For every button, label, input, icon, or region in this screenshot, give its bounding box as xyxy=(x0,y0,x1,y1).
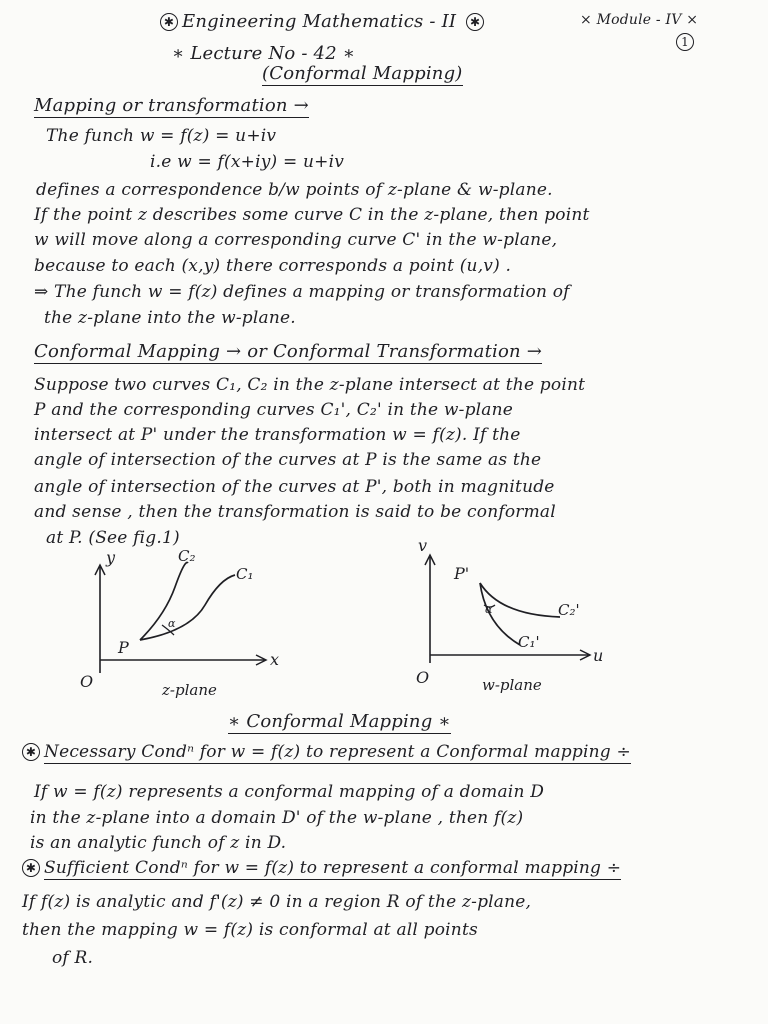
text-line: because to each (x,y) there corresponds a point (u,v) . xyxy=(34,256,512,276)
text-line: If w = f(z) represents a conformal mapping of a domain D xyxy=(34,782,545,802)
text-line: the z-plane into the w-plane. xyxy=(44,308,296,328)
origin-label: O xyxy=(416,668,430,687)
curve-c2-prime-label: C₂' xyxy=(558,601,580,619)
text-line: and sense , then the transformation is said to be conformal xyxy=(34,502,556,522)
text-line: w will move along a corresponding curve C' in the w-plane, xyxy=(34,230,558,250)
text-line: If the point z describes some curve C in the z-plane, then point xyxy=(34,205,590,225)
text-line: of R. xyxy=(52,948,94,968)
sufficient-condition-heading: ✱ Sufficient Condⁿ for w = f(z) to represent a conformal mapping ÷ xyxy=(22,858,621,878)
curve-c2-label: C₂ xyxy=(178,547,196,565)
u-axis-label: u xyxy=(593,646,604,665)
star-circle-icon: ✱ xyxy=(22,859,40,877)
star-circle-icon: ✱ xyxy=(22,743,40,761)
curve-c1-label: C₁ xyxy=(236,565,254,583)
angle-label: α xyxy=(168,617,176,630)
text-line: P and the corresponding curves C₁', C₂' in the w-plane xyxy=(34,400,514,420)
text-line: The funch w = f(z) = u+iv xyxy=(46,126,277,146)
text-line: angle of intersection of the curves at P is the same as the xyxy=(34,450,542,470)
text-line: angle of intersection of the curves at P', both in magnitude xyxy=(34,477,555,497)
figure-w-plane xyxy=(400,535,630,695)
text-line: in the z-plane into a domain D' of the w-plane , then f(z) xyxy=(30,808,524,828)
text-line: i.e w = f(x+iy) = u+iv xyxy=(150,152,345,172)
caption-z-plane: z-plane xyxy=(162,681,217,699)
necessary-condition-heading: ✱ Necessary Condⁿ for w = f(z) to represent a Conformal mapping ÷ xyxy=(22,742,752,762)
v-axis-label: v xyxy=(418,536,428,555)
y-axis-label: y xyxy=(106,548,116,567)
angle-label: α xyxy=(485,603,493,616)
text-line: intersect at P' under the transformation w = f(z). If the xyxy=(34,425,521,445)
point-label: P' xyxy=(454,564,470,583)
lecture-number: ∗ Lecture No - 42 ∗ xyxy=(172,43,356,64)
section-heading-conformal: Conformal Mapping → or Conformal Transformation → xyxy=(34,341,543,362)
topic-title: (Conformal Mapping) xyxy=(262,63,463,84)
text-line: Suppose two curves C₁, C₂ in the z-plane intersect at the point xyxy=(34,375,586,395)
text-line: then the mapping w = f(z) is conformal at all points xyxy=(22,920,478,940)
x-axis-label: x xyxy=(270,650,280,669)
text-line: defines a correspondence b/w points of z-plane & w-plane. xyxy=(36,180,553,200)
text-line: ⇒ The funch w = f(z) defines a mapping or transformation of xyxy=(34,282,570,302)
section-heading-conformal-mapping: ∗ Conformal Mapping ∗ xyxy=(228,711,451,732)
text-line: is an analytic funch of z in D. xyxy=(30,833,287,853)
page-number: 1 xyxy=(676,32,698,52)
curve-c2 xyxy=(140,563,188,641)
curve-c1-prime-label: C₁' xyxy=(518,633,540,651)
star-circle-icon: ✱ xyxy=(466,13,484,31)
text-line: If f(z) is analytic and f'(z) ≠ 0 in a region R of the z-plane, xyxy=(22,892,532,912)
caption-w-plane: w-plane xyxy=(482,676,542,694)
point-label: P xyxy=(118,638,129,657)
module-label: × Module - IV × xyxy=(580,12,699,28)
figure-z-plane xyxy=(70,545,300,705)
star-circle-icon: ✱ xyxy=(160,13,178,31)
text-line: at P. (See fig.1) xyxy=(46,528,180,548)
section-heading-mapping: Mapping or transformation → xyxy=(34,95,309,116)
course-title-text: Engineering Mathematics - II xyxy=(182,11,457,32)
origin-label: O xyxy=(80,672,94,691)
course-title xyxy=(160,12,488,32)
curve-c1 xyxy=(140,575,235,640)
